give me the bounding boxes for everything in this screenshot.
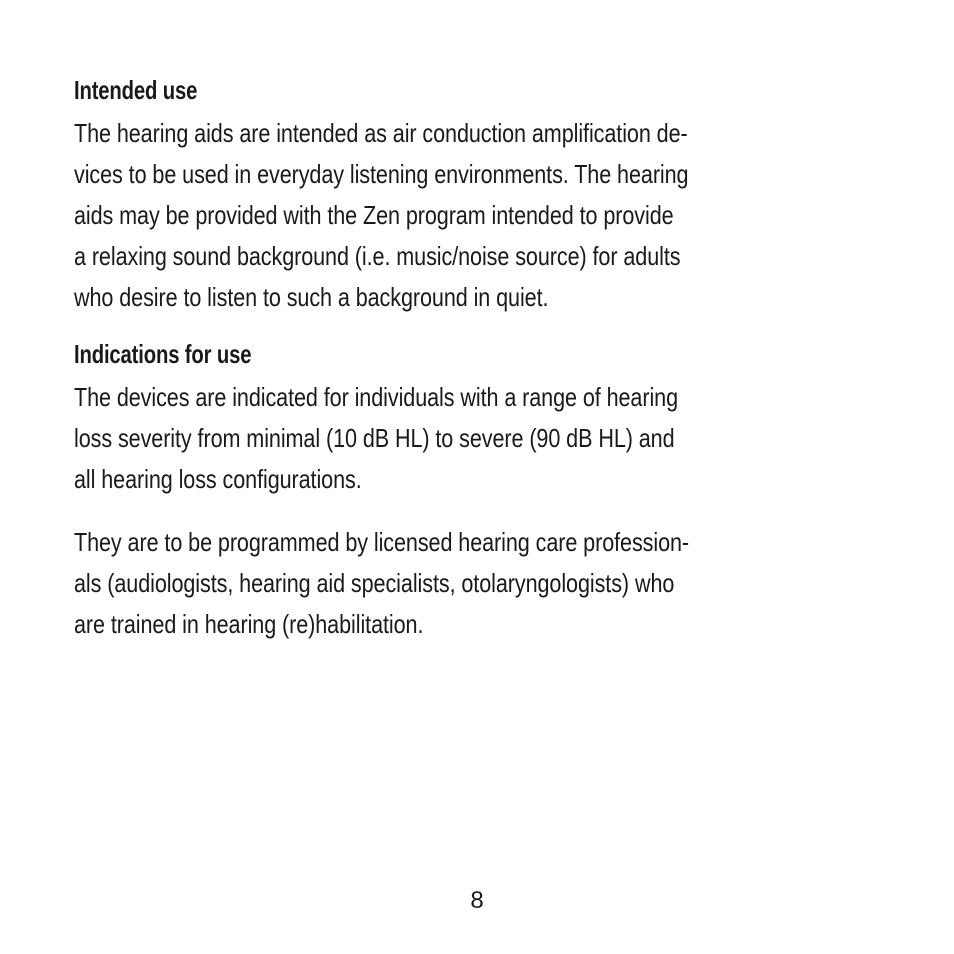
body-line: They are to be programmed by licensed hearing care profession- <box>74 527 690 557</box>
section-heading: Indications for use <box>74 339 252 369</box>
body-line: loss severity from minimal (10 dB HL) to severe (90 dB HL) and <box>74 423 675 453</box>
body-line: als (audiologists, hearing aid specialists, otolaryngologists) who <box>74 568 675 598</box>
body-line: all hearing loss configurations. <box>74 464 362 494</box>
body-line: are trained in hearing (re)habilitation. <box>74 609 424 639</box>
section-spacer <box>74 318 864 336</box>
body-line: The hearing aids are intended as air conduction amplification de- <box>74 118 688 148</box>
body-line: aids may be provided with the Zen program intended to provide <box>74 200 674 230</box>
section-intended-use <box>74 72 864 318</box>
paragraph-spacer <box>74 500 864 522</box>
document-page <box>74 72 864 645</box>
section-heading: Intended use <box>74 75 198 105</box>
paragraph-programming <box>74 522 864 645</box>
page-number: 8 <box>470 887 484 914</box>
body-line: The devices are indicated for individuals with a range of hearing <box>74 382 679 412</box>
body-line: who desire to listen to such a background in quiet. <box>74 282 549 312</box>
section-indications-for-use <box>74 336 864 500</box>
body-line: vices to be used in everyday listening environments. The hearing <box>74 159 689 189</box>
body-line: a relaxing sound background (i.e. music/noise source) for adults <box>74 241 681 271</box>
